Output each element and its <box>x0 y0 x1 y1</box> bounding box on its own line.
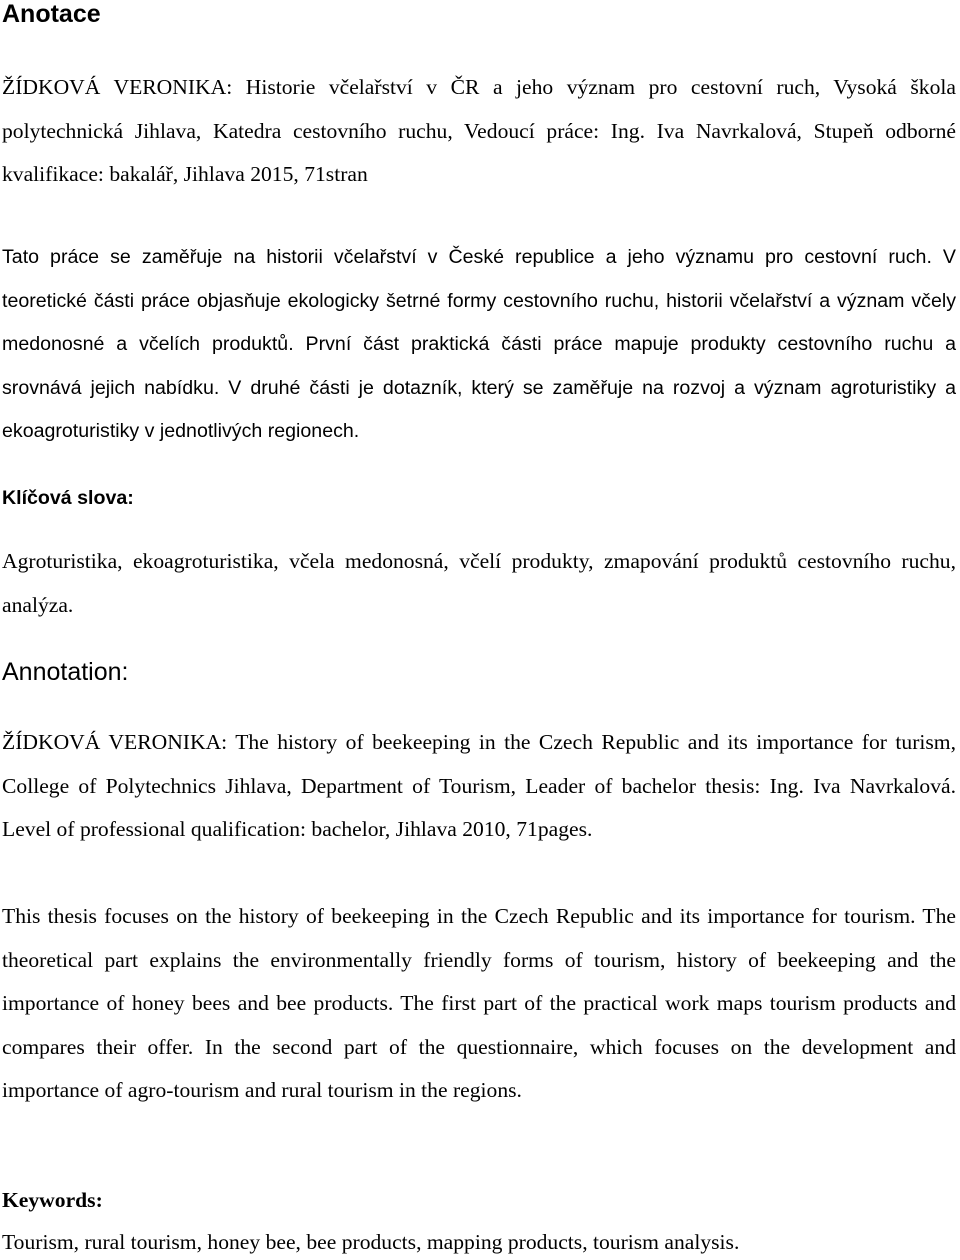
english-abstract: This thesis focuses on the history of beekeeping in the Czech Republic and its importance for tourism. The theoretical part explains the environmentally friendly forms of tourism, history of beekeeping and the importance of honey bees and bee products. The first part of the practical work maps tourism products and compares their offer. In the second part of the questionnaire, which focuses on the development and importance of agro-tourism and rural tourism in the regions. <box>2 904 956 1102</box>
english-keywords: Tourism, rural tourism, honey bee, bee products, mapping products, tourism analysis. <box>2 1230 740 1254</box>
czech-annotation-heading: Anotace <box>2 0 101 28</box>
english-annotation-heading: Annotation: <box>2 658 129 686</box>
english-keywords-heading: Keywords: <box>2 1188 103 1212</box>
czech-abstract: Tato práce se zaměřuje na historii včelařství v České republice a jeho významu pro cestovní ruch. V teoretické části práce objasňuje ekologicky šetrné formy cestovního ruchu, historii včelařství a význam včely medonosné a včelích produktů. První část praktická části práce mapuje produkty cestovního ruchu a srovnává jejich nabídku. V druhé části je dotazník, který se zaměřuje na rozvoj a význam agroturistiky a ekoagroturistiky v jednotlivých regionech. <box>2 246 956 442</box>
english-bibliography: ŽÍDKOVÁ VERONIKA: The history of beekeeping in the Czech Republic and its importance for turism, College of Polytechnics Jihlava, Department of Tourism, Leader of bachelor thesis: Ing. Iva Navrkalová. Level of professional qualification: bachelor, Jihlava 2010, 71pages. <box>2 730 956 841</box>
czech-bibliography: ŽÍDKOVÁ VERONIKA: Historie včelařství v ČR a jeho význam pro cestovní ruch, Vysoká škola polytechnická Jihlava, Katedra cestovního ruchu, Vedoucí práce: Ing. Iva Navrkalová, Stupeň odborné kvalifikace: bakalář, Jihlava 2015, 71stran <box>2 75 956 186</box>
czech-keywords: Agroturistika, ekoagroturistika, včela medonosná, včelí produkty, zmapování produktů cestovního ruchu, analýza. <box>2 549 956 617</box>
czech-keywords-heading: Klíčová slova: <box>2 487 134 509</box>
